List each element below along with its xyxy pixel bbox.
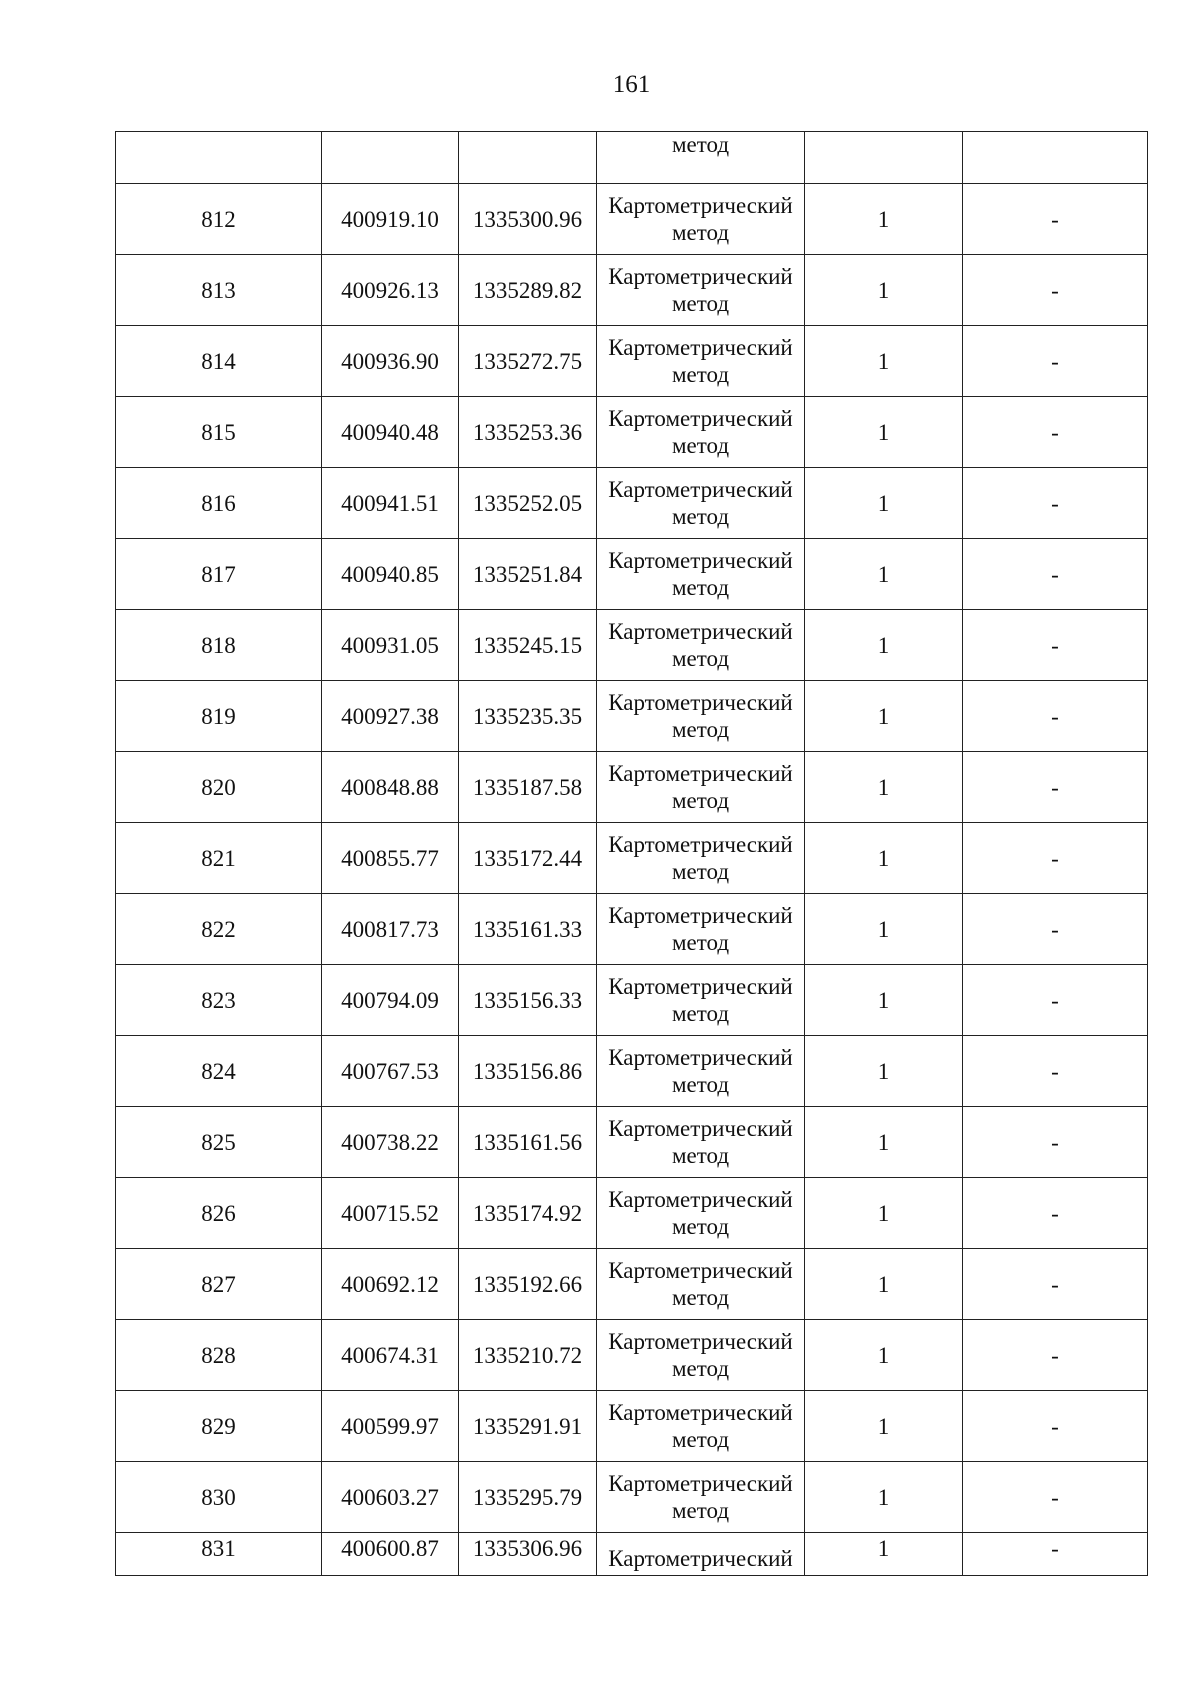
cell-method	[597, 397, 805, 468]
cell-y: 1335174.92	[459, 1178, 597, 1249]
cell-x: 400848.88	[322, 752, 459, 823]
cell-num: 817	[116, 539, 322, 610]
table-row	[116, 1178, 1148, 1249]
cell-note: -	[963, 184, 1148, 255]
method-line-2: метод	[671, 575, 730, 600]
cell-y: 1335161.56	[459, 1107, 597, 1178]
method-line-2: метод	[671, 859, 730, 884]
method-line-2: метод	[671, 1143, 730, 1168]
table-row	[116, 397, 1148, 468]
cell-num: 816	[116, 468, 322, 539]
cell-x: 400599.97	[322, 1391, 459, 1462]
coordinates-table	[115, 131, 1148, 1576]
cell-y: 1335156.86	[459, 1036, 597, 1107]
cell-num	[116, 132, 322, 184]
cell-num: 830	[116, 1462, 322, 1533]
cell-note: -	[963, 326, 1148, 397]
cell-method	[597, 823, 805, 894]
cell-accuracy: 1	[805, 1249, 963, 1320]
method-line-1: Картометрический	[608, 690, 793, 715]
method-line-1: Картометрический	[608, 1116, 793, 1141]
method-line-2: метод	[671, 291, 730, 316]
cell-accuracy: 1	[805, 326, 963, 397]
table-row	[116, 1391, 1148, 1462]
cell-accuracy: 1	[805, 255, 963, 326]
cell-num: 827	[116, 1249, 322, 1320]
cell-method	[597, 184, 805, 255]
cell-num: 825	[116, 1107, 322, 1178]
method-line-2: метод	[671, 1356, 730, 1381]
cell-method	[597, 326, 805, 397]
cell-accuracy: 1	[805, 539, 963, 610]
cell-num: 822	[116, 894, 322, 965]
cell-note: -	[963, 1533, 1148, 1576]
method-line-1: Картометрический	[608, 335, 793, 360]
method-line-1: Картометрический	[608, 832, 793, 857]
cell-accuracy: 1	[805, 894, 963, 965]
cell-note: -	[963, 1036, 1148, 1107]
cell-num: 819	[116, 681, 322, 752]
cell-y: 1335251.84	[459, 539, 597, 610]
page-number: 161	[612, 71, 651, 98]
cell-note: -	[963, 255, 1148, 326]
cell-accuracy: 1	[805, 965, 963, 1036]
table-row	[116, 539, 1148, 610]
cell-num: 813	[116, 255, 322, 326]
cell-accuracy: 1	[805, 1320, 963, 1391]
cell-note: -	[963, 752, 1148, 823]
cell-x: 400692.12	[322, 1249, 459, 1320]
table-row	[116, 184, 1148, 255]
method-line-1: Картометрический	[608, 406, 793, 431]
cell-note: -	[963, 397, 1148, 468]
cell-x: 400674.31	[322, 1320, 459, 1391]
method-line-1: Картометрический	[608, 1329, 793, 1354]
cell-method	[597, 1462, 805, 1533]
method-line-2: метод	[671, 433, 730, 458]
cell-y: 1335295.79	[459, 1462, 597, 1533]
cell-y: 1335156.33	[459, 965, 597, 1036]
table-row	[116, 1320, 1148, 1391]
cell-num: 815	[116, 397, 322, 468]
method-line-2: метод	[671, 362, 730, 387]
cell-num: 823	[116, 965, 322, 1036]
method-line-2: метод	[671, 1427, 730, 1452]
cell-x: 400926.13	[322, 255, 459, 326]
cell-accuracy	[805, 132, 963, 184]
table-row	[116, 1462, 1148, 1533]
method-line-1: Картометрический	[608, 1187, 793, 1212]
cell-y: 1335235.35	[459, 681, 597, 752]
method-line-1: Картометрический	[608, 548, 793, 573]
cell-note: -	[963, 894, 1148, 965]
cell-accuracy: 1	[805, 1107, 963, 1178]
cell-note: -	[963, 1178, 1148, 1249]
cell-note: -	[963, 1249, 1148, 1320]
table-row	[116, 894, 1148, 965]
cell-accuracy: 1	[805, 1533, 963, 1576]
cell-num: 821	[116, 823, 322, 894]
table-row	[116, 255, 1148, 326]
cell-y: 1335172.44	[459, 823, 597, 894]
cell-method	[597, 1107, 805, 1178]
cell-method	[597, 894, 805, 965]
cell-y: 1335306.96	[459, 1533, 597, 1576]
table-row	[116, 1036, 1148, 1107]
method-line-2: метод	[671, 1001, 730, 1026]
continued-row	[116, 132, 1148, 184]
method-line-2: метод	[671, 220, 730, 245]
cell-note: -	[963, 468, 1148, 539]
cell-y: 1335210.72	[459, 1320, 597, 1391]
method-line-1: Картометрический	[608, 1258, 793, 1283]
method-line-1: Картометрический	[608, 974, 793, 999]
cell-x: 400600.87	[322, 1533, 459, 1576]
cell-num: 831	[116, 1533, 322, 1576]
cell-num: 828	[116, 1320, 322, 1391]
cell-note	[963, 132, 1148, 184]
cell-x: 400940.85	[322, 539, 459, 610]
cell-note: -	[963, 681, 1148, 752]
table-body	[116, 132, 1148, 1576]
cell-y: 1335272.75	[459, 326, 597, 397]
cell-x: 400919.10	[322, 184, 459, 255]
cell-y: 1335252.05	[459, 468, 597, 539]
cell-y	[459, 132, 597, 184]
method-line-2: метод	[671, 1072, 730, 1097]
cell-accuracy: 1	[805, 184, 963, 255]
cell-num: 824	[116, 1036, 322, 1107]
cell-method	[597, 1036, 805, 1107]
cell-note: -	[963, 823, 1148, 894]
cell-y: 1335161.33	[459, 894, 597, 965]
cell-method	[597, 1249, 805, 1320]
cell-note: -	[963, 965, 1148, 1036]
method-line-1: Картометрический	[608, 619, 793, 644]
cell-method	[597, 681, 805, 752]
table-row	[116, 1107, 1148, 1178]
cell-method	[597, 965, 805, 1036]
cell-accuracy: 1	[805, 681, 963, 752]
cell-x: 400941.51	[322, 468, 459, 539]
method-line-2: метод	[671, 788, 730, 813]
method-line-2: метод	[671, 1285, 730, 1310]
method-line-1: Картометрический	[608, 477, 793, 502]
table-row	[116, 1533, 1148, 1576]
cell-note: -	[963, 1320, 1148, 1391]
method-line-1: Картометрический	[608, 903, 793, 928]
table-row	[116, 468, 1148, 539]
cell-accuracy: 1	[805, 1462, 963, 1533]
cell-num: 826	[116, 1178, 322, 1249]
cell-note: -	[963, 610, 1148, 681]
cell-note: -	[963, 1391, 1148, 1462]
cell-x: 400931.05	[322, 610, 459, 681]
cell-method	[597, 255, 805, 326]
cell-accuracy: 1	[805, 1391, 963, 1462]
cell-num: 818	[116, 610, 322, 681]
cell-x: 400603.27	[322, 1462, 459, 1533]
cell-accuracy: 1	[805, 1036, 963, 1107]
cell-x: 400794.09	[322, 965, 459, 1036]
cell-x	[322, 132, 459, 184]
cell-y: 1335291.91	[459, 1391, 597, 1462]
method-line-2: метод	[671, 1498, 730, 1523]
cell-method: Картометрический	[597, 1533, 805, 1576]
cell-x: 400936.90	[322, 326, 459, 397]
method-line-1: Картометрический	[608, 264, 793, 289]
method-line-2: метод	[671, 504, 730, 529]
cell-x: 400715.52	[322, 1178, 459, 1249]
cell-num: 820	[116, 752, 322, 823]
method-line-1: Картометрический	[608, 193, 793, 218]
table-row	[116, 326, 1148, 397]
cell-method	[597, 1320, 805, 1391]
method-line-1: Картометрический	[608, 761, 793, 786]
cell-num: 814	[116, 326, 322, 397]
cell-y: 1335300.96	[459, 184, 597, 255]
cell-y: 1335245.15	[459, 610, 597, 681]
cell-accuracy: 1	[805, 468, 963, 539]
cell-y: 1335253.36	[459, 397, 597, 468]
cell-note: -	[963, 1107, 1148, 1178]
cell-x: 400940.48	[322, 397, 459, 468]
method-line-1: Картометрический	[608, 1471, 793, 1496]
cell-x: 400738.22	[322, 1107, 459, 1178]
table-row	[116, 752, 1148, 823]
table-row	[116, 965, 1148, 1036]
cell-y: 1335289.82	[459, 255, 597, 326]
cell-x: 400855.77	[322, 823, 459, 894]
method-line-1: Картометрический	[608, 1045, 793, 1070]
method-line-2: метод	[671, 930, 730, 955]
cell-method: метод	[597, 132, 805, 184]
cell-method	[597, 1178, 805, 1249]
cell-accuracy: 1	[805, 752, 963, 823]
cell-method	[597, 610, 805, 681]
method-line-2: метод	[671, 1214, 730, 1239]
table-row	[116, 681, 1148, 752]
cell-accuracy: 1	[805, 1178, 963, 1249]
cell-accuracy: 1	[805, 610, 963, 681]
cell-accuracy: 1	[805, 823, 963, 894]
cell-x: 400817.73	[322, 894, 459, 965]
cell-method	[597, 752, 805, 823]
table-row	[116, 610, 1148, 681]
cell-note: -	[963, 1462, 1148, 1533]
cell-num: 812	[116, 184, 322, 255]
cell-x: 400767.53	[322, 1036, 459, 1107]
cell-note: -	[963, 539, 1148, 610]
cell-y: 1335187.58	[459, 752, 597, 823]
cell-accuracy: 1	[805, 397, 963, 468]
method-line-2: метод	[671, 646, 730, 671]
cell-num: 829	[116, 1391, 322, 1462]
cell-method	[597, 539, 805, 610]
cell-method	[597, 1391, 805, 1462]
table-row	[116, 1249, 1148, 1320]
table-row	[116, 823, 1148, 894]
cell-x: 400927.38	[322, 681, 459, 752]
method-line-1: Картометрический	[608, 1400, 793, 1425]
method-line-2: метод	[671, 717, 730, 742]
cell-method	[597, 468, 805, 539]
cell-y: 1335192.66	[459, 1249, 597, 1320]
